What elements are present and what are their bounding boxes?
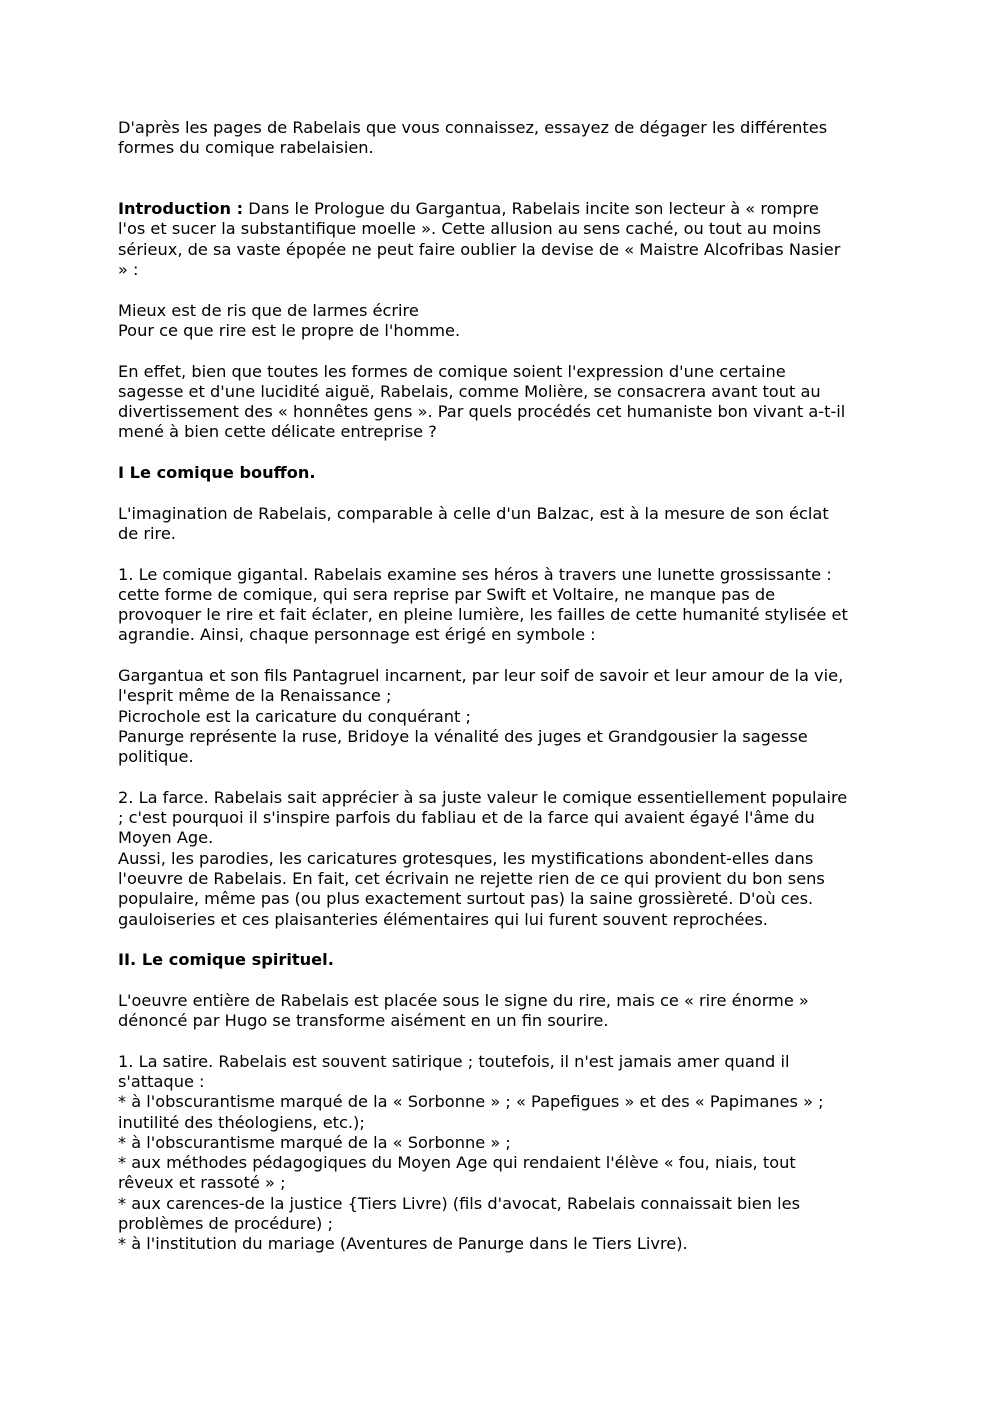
subsection-farce: 2. La farce. Rabelais sait apprécier à sa juste valeur le comique essentiellement populaire ; c'est pourquoi il s'inspire parfois du fabliau et de la farce qui avaient égayé l'âme du Moyen Age. Aussi, les parodies, les caricatures grotesques, les mystifications abondent-elles dans l'oeuvre de Rabelais. En fait, cet écrivain ne rejette rien de ce qui provient du bon sens populaire, même pas (ou plus exactement surtout pas) la saine grossièreté. D'où ces. gauloiseries et ces plaisanteries élémentaires qui lui furent souvent reprochées. (118, 787, 848, 929)
spacer (118, 544, 878, 564)
section-heading-1 (118, 463, 878, 483)
spacer (118, 341, 878, 361)
character-symbols-list: Gargantua et son fils Pantagruel incarnent, par leur soif de savoir et leur amour de la vie, l'esprit même de la Renaissance ; Picrochole est la caricature du conquérant ; Panurge représente la ruse, Bridoye la vénalité des juges et Grandgousier la sagesse politique. (118, 666, 844, 767)
spacer (118, 768, 878, 788)
spacer (118, 483, 878, 503)
document-page (118, 118, 878, 1255)
section-heading-2-text: II. Le comique spirituel. (118, 950, 334, 970)
spacer (118, 970, 878, 990)
introduction-label: Introduction : (118, 199, 244, 219)
spacer (118, 930, 878, 950)
section-2-intro: L'oeuvre entière de Rabelais est placée sous le signe du rire, mais ce « rire énorme » dénoncé par Hugo se transforme aisément en un fin sourire. (118, 990, 809, 1031)
section-1-intro: L'imagination de Rabelais, comparable à celle d'un Balzac, est à la mesure de son éclat de rire. (118, 503, 829, 543)
spacer (118, 443, 878, 463)
spacer (118, 1031, 878, 1051)
spacer (118, 280, 878, 300)
subsection-gigantal: 1. Le comique gigantal. Rabelais examine ses héros à travers une lunette grossissante : cette forme de comique, qui sera reprise par Swift et Voltaire, ne manque pas de provoquer le rire et fait éclater, en pleine lumière, les failles de cette humanité stylisée et agrandie. Ainsi, chaque personnage est érigé en symbole : (118, 564, 848, 645)
section-heading-2 (118, 950, 878, 970)
quotation: Mieux est de ris que de larmes écrire Pour ce que rire est le propre de l'homme. (118, 300, 461, 340)
subsection-satire: 1. La satire. Rabelais est souvent satirique ; toutefois, il n'est jamais amer quand il s'attaque : * à l'obscurantisme marqué de la « Sorbonne » ; « Papefigues » et des « Papimanes » ; inutilité des théologiens, etc.); * à l'obscurantisme marqué de la « Sorbonne » ; * aux méthodes pédagogiques du Moyen Age qui rendaient l'élève « fou, niais, tout rêveux et rassoté » ; * aux carences-de la justice {Tiers Livre) (fils d'avocat, Rabelais connaissait bien les problèmes de procédure) ; * à l'institution du mariage (Aventures de Panurge dans le Tiers Livre). (118, 1051, 824, 1254)
spacer (118, 159, 878, 200)
section-heading-1-text: I Le comique bouffon. (118, 463, 316, 483)
introduction-text: Dans le Prologue du Gargantua, Rabelais incite son lecteur à « rompre l'os et sucer la substantifique moelle ». Cette allusion au sens caché, ou tout au moins sérieux, de sa vaste épopée ne peut faire oublier la devise de « Maistre Alcofribas Nasier » : (118, 199, 841, 280)
essay-question: D'après les pages de Rabelais que vous connaissez, essayez de dégager les différentes formes du comique rabelaisien. (118, 118, 828, 158)
introduction-paragraph (118, 199, 878, 280)
introduction-conclusion: En effet, bien que toutes les formes de comique soient l'expression d'une certaine sagesse et d'une lucidité aiguë, Rabelais, comme Molière, se consacrera avant tout au divertissement des « honnêtes gens ». Par quels procédés cet humaniste bon vivant a-t-il mené à bien cette délicate entreprise ? (118, 361, 846, 442)
spacer (118, 646, 878, 666)
